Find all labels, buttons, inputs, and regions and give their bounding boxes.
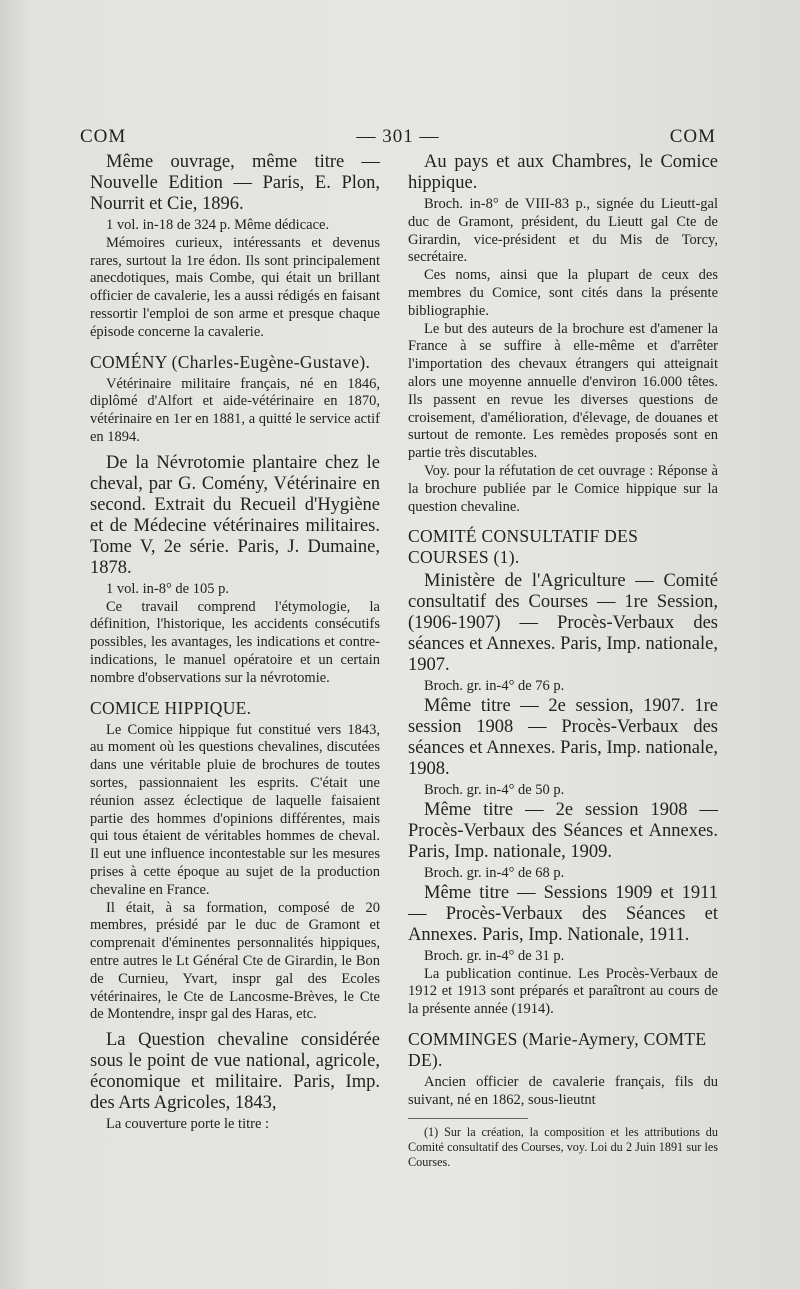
- entry-title: Ministère de l'Agriculture — Comité consultatif des Courses — 1re Session, (1906-1907) — Procès-Verbaux des séances et Annexes. Paris, Imp. nationale, 1907.: [408, 571, 718, 676]
- entry-title: Même titre — Sessions 1909 et 1911 — Procès-Verbaux des Séances et Annexes. Paris, Imp. Nationale, 1911.: [408, 882, 718, 945]
- entry-title: Même ouvrage, même titre — Nouvelle Edition — Paris, E. Plon, Nourrit et Cie, 1896.: [90, 152, 380, 214]
- author-biography: Vétérinaire militaire français, né en 1846, diplômé d'Alfort et aide-vétérinaire en 1870, vétérinaire en 1er en 1881, a quitté le service actif en 1894.: [90, 375, 380, 445]
- author-heading: COMÉNY (Charles-Eugène-Gustave).: [90, 351, 371, 372]
- entry-description: Ce travail comprend l'étymologie, la définition, l'historique, les accidents consécutifs possibles, les avantages, les indications et contre-indications, le manuel opératoire et un certain nombre d'observations sur la névrotomie.: [90, 598, 380, 686]
- entry-format: Broch. gr. in-4° de 50 p.: [424, 782, 565, 799]
- left-column: [90, 152, 380, 1134]
- author-biography: Il était, à sa formation, composé de 20 membres, présidé par le duc de Gramont et comprenait d'éminentes personnalités hippiques, entre autres le Lt Général Cte de Girardin, le Bon de Curnieu, Yvart, inspr gal des Ecoles vétérinaires, le Cte de Lancosme-Brèves, le Cte de Montendre, inspr gal des Haras, etc.: [90, 899, 380, 1023]
- entry-format: 1 vol. in-8° de 105 p.: [106, 580, 229, 597]
- entry-description: Mémoires curieux, intéressants et devenus rares, surtout la 1re édon. Ils sont principalement anecdotiques, mais Combe, qui était un brillant officier de cavalerie, les a aussi rédigés en faisant ressortir l'emploi de son arme et presque chaque épisode concerne la cavalerie.: [90, 234, 380, 340]
- entry-title: Même titre — 2e session 1908 — Procès-Verbaux des Séances et Annexes. Paris, Imp. nationale, 1909.: [408, 799, 718, 862]
- right-column: [408, 152, 718, 1170]
- entry-format: Broch. gr. in-4° de 76 p.: [424, 678, 565, 695]
- entry-description: Le but des auteurs de la brochure est d'amener la France à se suffire à elle-même et d'arrêter l'importation des chevaux étrangers qui atteignait alors une moyenne annuelle d'environ 16.000 têtes. Ils passent en revue les diverses questions de croisement, d'amélioration, d'élevage, de douanes et surtout de remonte. Les remèdes proposés sont en partie très discutables.: [408, 320, 718, 462]
- entry-description: Ces noms, ainsi que la plupart de ceux des membres du Comice, sont cités dans la présente bibliographie.: [408, 267, 718, 319]
- entry-title: De la Névrotomie plantaire chez le cheval, par G. Comény, Vétérinaire en second. Extrait du Recueil d'Hygiène et de Médecine vétérinaires militaires. Tome V, 2e série. Paris, J. Dumaine, 1878.: [90, 452, 380, 578]
- footnote: (1) Sur la création, la composition et les attributions du Comité consultatif des Courses, voy. Loi du 2 Juin 1891 sur les Courses.: [408, 1124, 718, 1169]
- header-left-guide-word: COM: [80, 126, 127, 147]
- entry-format: Broch. gr. in-4° de 31 p.: [424, 947, 565, 964]
- running-header: [80, 126, 716, 152]
- entry-title: Même titre — 2e session, 1907. 1re session 1908 — Procès-Verbaux des séances et Annexes. Paris, Imp. nationale, 1908.: [408, 696, 718, 780]
- entry-format: Broch. gr. in-4° de 68 p.: [424, 864, 565, 881]
- author-biography: Le Comice hippique fut constitué vers 1843, au moment où les questions chevalines, discutées dans une véritable pluie de brochures de toutes sortes, passionnaient les esprits. C'était une réunion assez éclectique de laquelle faisaient partie des hommes d'opinions différentes, mais qui tous étaient de véritables hommes de cheval. Il eut une influence incontestable sur les mesures prises à cette époque au sujet de la production chevaline en France.: [90, 721, 380, 898]
- entry-description: La publication continue. Les Procès-Verbaux de 1912 et 1913 sont préparés et paraîtront au cours de la présente année (1914).: [408, 965, 718, 1018]
- entry-title: Au pays et aux Chambres, le Comice hippique.: [408, 152, 718, 193]
- entry-title: La Question chevaline considérée sous le point de vue national, agricole, économique et militaire. Paris, Imp. des Arts Agricoles, 1843,: [90, 1030, 380, 1114]
- author-heading: COMITÉ CONSULTATIF DES COURSES (1).: [408, 526, 639, 568]
- entry-format: Broch. in-8° de VIII-83 p., signée du Lieutt-gal duc de Gramont, président, du Lieutt gal Cte de Girardin, vice-président et du Mis de Torcy, secrétaire.: [408, 196, 718, 266]
- entry-format: 1 vol. in-18 de 324 p. Même dédicace.: [106, 217, 330, 233]
- author-biography: Ancien officier de cavalerie français, fils du suivant, né en 1862, sous-lieutnt: [408, 1073, 718, 1108]
- page-number: — 301 —: [356, 126, 440, 147]
- footnote-divider: [408, 1118, 528, 1119]
- entry-note: La couverture porte le titre :: [106, 1116, 270, 1133]
- header-right-guide-word: COM: [669, 126, 716, 147]
- entry-cross-reference: Voy. pour la réfutation de cet ouvrage : Réponse à la brochure publiée par le Comice hippique sur la question chevaline.: [408, 462, 718, 515]
- author-heading: COMMINGES (Marie-Aymery, COMTE DE).: [408, 1028, 707, 1070]
- author-heading: COMICE HIPPIQUE.: [90, 697, 252, 718]
